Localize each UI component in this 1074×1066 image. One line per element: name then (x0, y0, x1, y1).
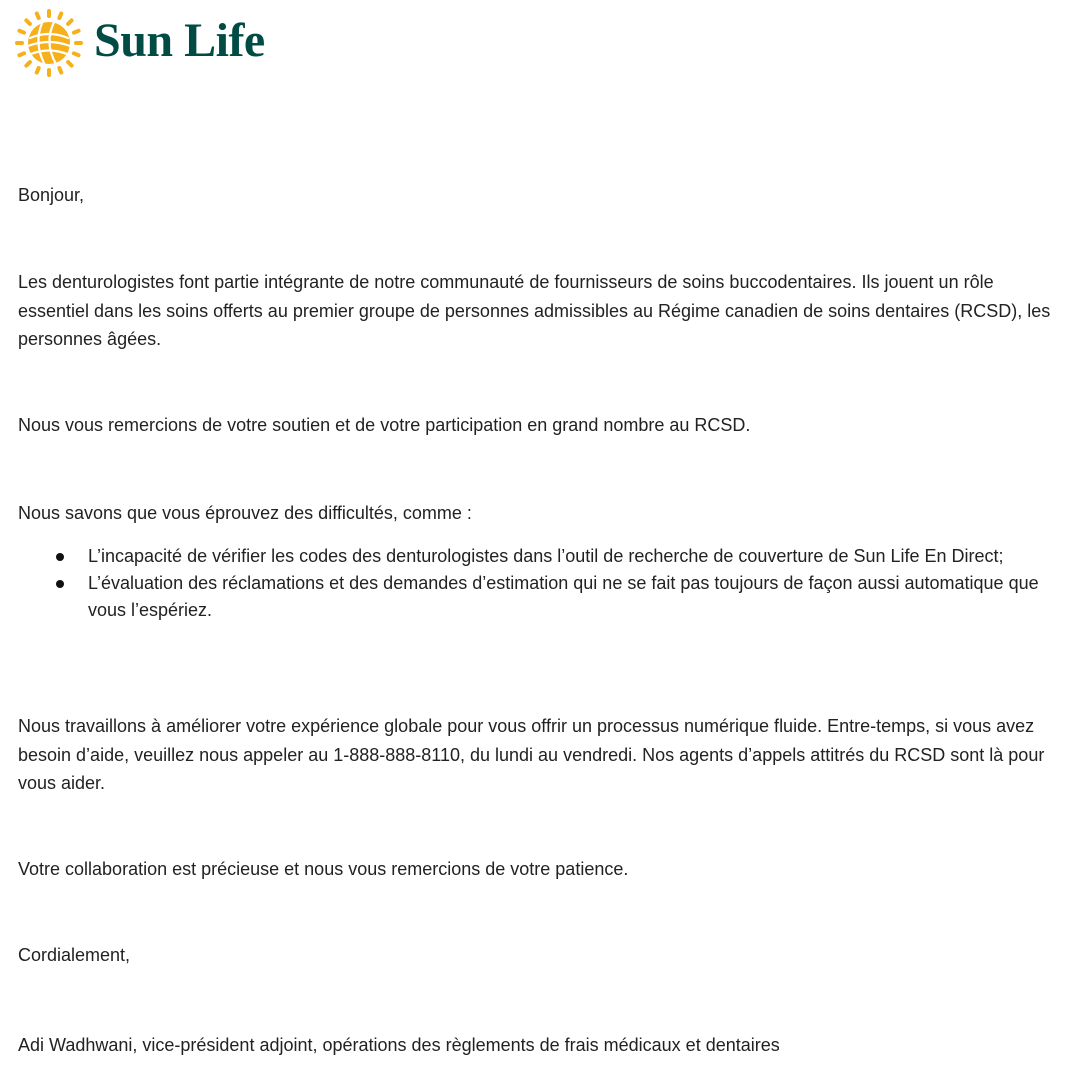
greeting: Bonjour, (18, 185, 85, 205)
paragraph-thanks: Nous vous remercions de votre soutien et de votre participation en grand nombre au RCSD. (18, 415, 751, 435)
list-item-text: L’incapacité de vérifier les codes des denturologistes dans l’outil de recherche de couverture de Sun Life En Direct; (88, 546, 1004, 566)
closing: Cordialement, (18, 945, 131, 965)
paragraph-intro: Les denturologistes font partie intégrante de notre communauté de fournisseurs de soins buccodentaires. Ils jouent un rôle essentiel dans les soins offerts au premier groupe de personnes admissibles au Régime canadien de soins dentaires (RCSD), les personnes âgées. (18, 272, 1051, 349)
bullet-icon (56, 580, 64, 588)
list-item (18, 543, 1064, 570)
sun-icon (14, 8, 84, 78)
list-item (18, 570, 1064, 624)
sun-life-logo (14, 8, 265, 78)
logo-wordmark: Sun Life (94, 14, 265, 67)
paragraph-support: Nous travaillons à améliorer votre expérience globale pour vous offrir un processus numérique fluide. Entre-temps, si vous avez besoin d’aide, veuillez nous appeler au 1-888-888-8110, du lundi au vendredi. Nos agents d’appels attitrés du RCSD sont là pour vous aider. (18, 716, 1045, 793)
paragraph-difficulties: Nous savons que vous éprouvez des difficultés, comme : (18, 503, 472, 523)
signature: Adi Wadhwani, vice-président adjoint, opérations des règlements de frais médicaux et dentaires (18, 1035, 780, 1055)
bullet-icon (56, 553, 64, 561)
difficulties-list (18, 543, 1064, 624)
paragraph-appreciation: Votre collaboration est précieuse et nous vous remercions de votre patience. (18, 859, 629, 879)
list-item-text: L’évaluation des réclamations et des demandes d’estimation qui ne se fait pas toujours de façon aussi automatique que vous l’espériez. (88, 573, 1039, 620)
